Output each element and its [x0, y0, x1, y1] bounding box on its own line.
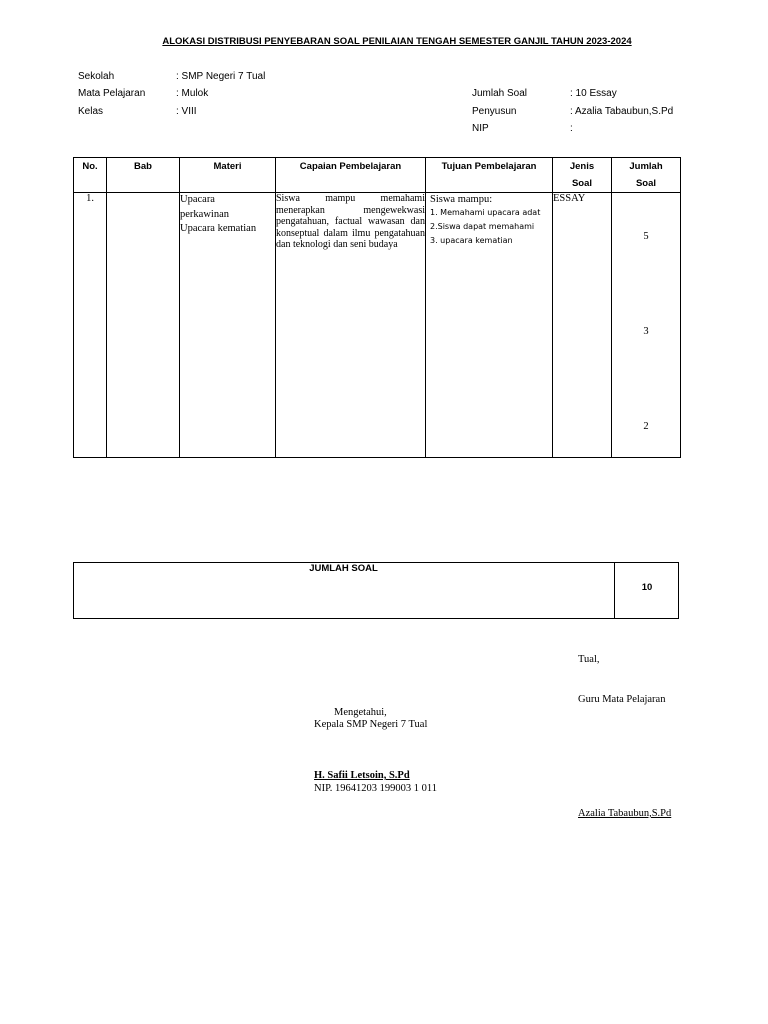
header-tujuan: Tujuan Pembelajaran [426, 158, 553, 193]
header-no: No. [74, 158, 107, 193]
nip-value: : [570, 123, 573, 134]
principal-name: H. Safii Letsoin, S.Pd [314, 770, 410, 781]
row-capaian: Siswa mampu memahami menerapkan mengewekwasi pengatahuan, factual wawasan dan konseptual dalam ilmu pengatahuan dan teknologi dan seni budaya [276, 193, 426, 458]
mapel-value: : Mulok [176, 88, 209, 99]
row-jenis-soal: ESSAY [553, 193, 612, 458]
tujuan-item-1: 1. Memahami upacara adat [430, 208, 541, 217]
jumlah-soal-label: Jumlah Soal [472, 88, 528, 99]
teacher-role: Guru Mata Pelajaran [578, 694, 666, 705]
row-materi [180, 193, 276, 458]
mapel-label: Mata Pelajaran [78, 88, 146, 99]
row-tujuan [426, 193, 553, 458]
kelas-value: : VIII [176, 106, 197, 117]
header-jenis-line1: Jenis [569, 161, 595, 172]
principal-role: Kepala SMP Negeri 7 Tual [314, 719, 428, 730]
header-jenis-soal [553, 158, 612, 193]
jumlah-soal-value: : 10 Essay [570, 88, 617, 99]
header-jenis-line2: Soal [571, 178, 593, 189]
header-jumlah-line1: Jumlah [629, 161, 663, 172]
summary-value: 10 [641, 582, 653, 593]
sekolah-label: Sekolah [78, 71, 115, 82]
summary-label: JUMLAH SOAL [309, 563, 378, 574]
header-capaian: Capaian Pembelajaran [276, 158, 426, 193]
row-no: 1. [74, 193, 107, 458]
header-materi: Materi [180, 158, 276, 193]
tujuan-heading: Siswa mampu: [430, 194, 493, 205]
document-title: ALOKASI DISTRIBUSI PENYEBARAN SOAL PENILAIAN TENGAH SEMESTER GANJIL TAHUN 2023-2024 [162, 36, 632, 47]
jumlah-value-3: 2 [643, 421, 649, 432]
header-bab: Bab [107, 158, 180, 193]
jumlah-value-1: 5 [643, 231, 649, 242]
nip-label: NIP [472, 123, 489, 134]
materi-line-3: Upacara kematian [180, 223, 257, 234]
row-bab [107, 193, 180, 458]
header-jumlah-soal [612, 158, 681, 193]
table-header-row [74, 158, 681, 193]
header-jumlah-line2: Soal [635, 178, 657, 189]
penyusun-value: : Azalia Tabaubun,S.Pd [570, 106, 674, 117]
tujuan-item-2: 2.Siswa dapat memahami [430, 222, 535, 231]
tujuan-item-3: 3. upacara kematian [430, 236, 513, 245]
materi-line-1: Upacara [180, 194, 215, 205]
jumlah-value-2: 3 [643, 326, 649, 337]
allocation-table [73, 157, 681, 458]
penyusun-label: Penyusun [472, 106, 517, 117]
principal-nip: NIP. 19641203 199003 1 011 [314, 783, 437, 794]
table-row [74, 193, 681, 458]
acknowledged-label: Mengetahui, [334, 707, 387, 718]
place-date: Tual, [578, 654, 600, 665]
kelas-label: Kelas [78, 106, 104, 117]
teacher-name: Azalia Tabaubun,S.Pd [578, 808, 672, 819]
sekolah-value: : SMP Negeri 7 Tual [176, 71, 266, 82]
materi-line-2: perkawinan [180, 208, 229, 220]
row-jumlah-soal [612, 193, 681, 458]
